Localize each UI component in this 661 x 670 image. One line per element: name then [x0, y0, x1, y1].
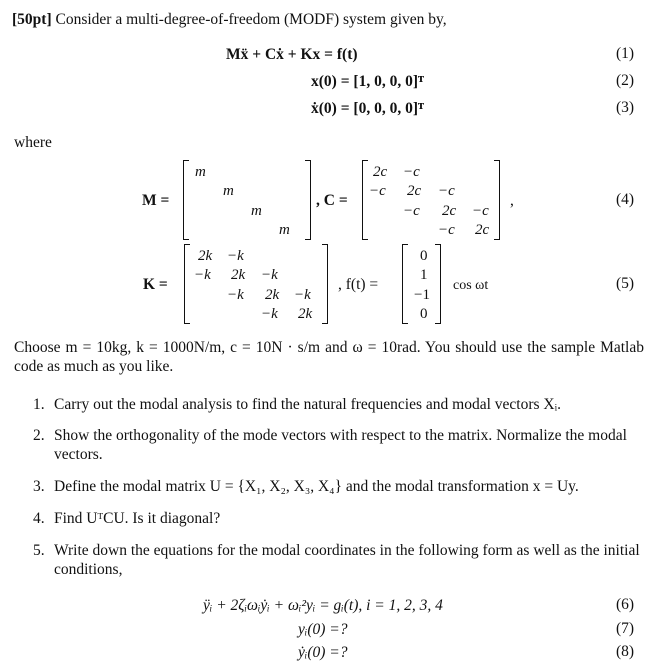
- equation-8-number: (8): [616, 643, 635, 660]
- matrix-C-entry: −c: [369, 183, 386, 199]
- matrix-C-entry: −c: [472, 203, 489, 219]
- vector-f-label: , f(t) =: [338, 276, 379, 293]
- equation-6: ÿᵢ + 2ζᵢωᵢẏᵢ + ωᵢ²yᵢ = gᵢ(t), i = 1, 2, 3, 4: [203, 597, 443, 614]
- matrix-K-entry: −k: [227, 248, 244, 264]
- equation-1-number: (1): [616, 45, 635, 62]
- matrix-C-entry: 2c: [373, 164, 388, 180]
- equation-3: ẋ(0) = [0, 0, 0, 0]ᵀ: [311, 100, 424, 117]
- matrix-K-label: K =: [143, 276, 168, 293]
- matrix-K: [190, 244, 330, 324]
- matrix-C-entry: −c: [403, 164, 420, 180]
- equation-4-number: (4): [616, 191, 635, 208]
- forcing-factor: cos ωt: [453, 278, 489, 293]
- choose-paragraph: Choose m = 10kg, k = 1000N/m, c = 10N · s/m and ω = 10rad. You should use the sample Matlab code as much as you like.: [14, 339, 644, 375]
- matrix-K-entry: −k: [261, 267, 278, 283]
- vector-f-right-bracket: [435, 244, 441, 324]
- list-item-number: 1.: [33, 396, 45, 413]
- matrix-K-entry: −k: [194, 267, 211, 283]
- matrix-K-entry: −k: [294, 287, 311, 303]
- list-item-number: 3.: [33, 478, 45, 495]
- equation-3-number: (3): [616, 99, 635, 116]
- matrix-K-entry: 2k: [198, 248, 213, 264]
- list-item-number: 2.: [33, 427, 45, 444]
- matrix-C-right-bracket: [494, 160, 500, 240]
- matrix-K-entry: 2k: [265, 287, 280, 303]
- matrix-C-entry: 2c: [475, 222, 490, 238]
- intro-text: Consider a multi-degree-of-freedom (MODF) system given by,: [55, 11, 447, 28]
- equation-2: x(0) = [1, 0, 0, 0]ᵀ: [311, 73, 424, 90]
- list-item-text: Show the orthogonality of the mode vectors with respect to the matrix. Normalize the modal vectors.: [54, 427, 627, 463]
- equation-2-number: (2): [616, 72, 635, 89]
- matrix-C-entry: −c: [438, 183, 455, 199]
- matrix-K-right-bracket: [322, 244, 328, 324]
- equation-6-number: (6): [616, 596, 635, 613]
- vector-f-entry: −1: [414, 287, 430, 303]
- vector-f-entry: 0: [420, 306, 428, 322]
- matrix-C-entry: 2c: [407, 183, 422, 199]
- points-tag: [50pt]: [12, 11, 52, 28]
- matrix-C-entry: −c: [403, 203, 420, 219]
- matrix-M-entry: m: [279, 222, 290, 238]
- list-item-number: 5.: [33, 542, 45, 559]
- equation-1: Mẍ + Cẋ + Kx = f(t): [226, 46, 358, 63]
- equation-8: ẏᵢ(0) =?: [298, 644, 348, 661]
- equation-5-number: (5): [616, 275, 635, 292]
- matrix-C-entry: −c: [438, 222, 455, 238]
- matrix-K-entry: −k: [261, 306, 278, 322]
- vector-f-entry: 0: [420, 248, 428, 264]
- matrix-K-entry: 2k: [231, 267, 246, 283]
- matrix-K-entry: −k: [227, 287, 244, 303]
- list-item-number: 4.: [33, 510, 45, 527]
- problem-header: [12, 10, 447, 29]
- where-label: where: [14, 134, 52, 151]
- matrix-C-entry: 2c: [442, 203, 457, 219]
- matrix-M-right-bracket: [305, 160, 311, 240]
- vector-f-entry: 1: [420, 267, 428, 283]
- matrix-K-entry: 2k: [298, 306, 313, 322]
- matrix-M-entry: m: [195, 164, 206, 180]
- list-item-text: Find UᵀCU. Is it diagonal?: [54, 510, 221, 527]
- matrix-M-entry: m: [251, 203, 262, 219]
- matrix-M-entry: m: [223, 183, 234, 199]
- equation-7-number: (7): [616, 620, 635, 637]
- matrix-M-label: M =: [142, 192, 170, 209]
- list-item-text: Carry out the modal analysis to find the natural frequencies and modal vectors Xᵢ.: [54, 396, 561, 413]
- equation-7: yᵢ(0) =?: [298, 621, 348, 638]
- list-item-text: Define the modal matrix U = {X₁, X₂, X₃, X₄} and the modal transformation x = Uy.: [54, 478, 579, 495]
- list-item-text: Write down the equations for the modal coordinates in the following form as well as the initial conditions,: [54, 542, 640, 578]
- matrix-C: [365, 160, 505, 240]
- matrix-C-label: , C =: [316, 192, 348, 209]
- matrix-C-trailing-comma: ,: [510, 192, 514, 209]
